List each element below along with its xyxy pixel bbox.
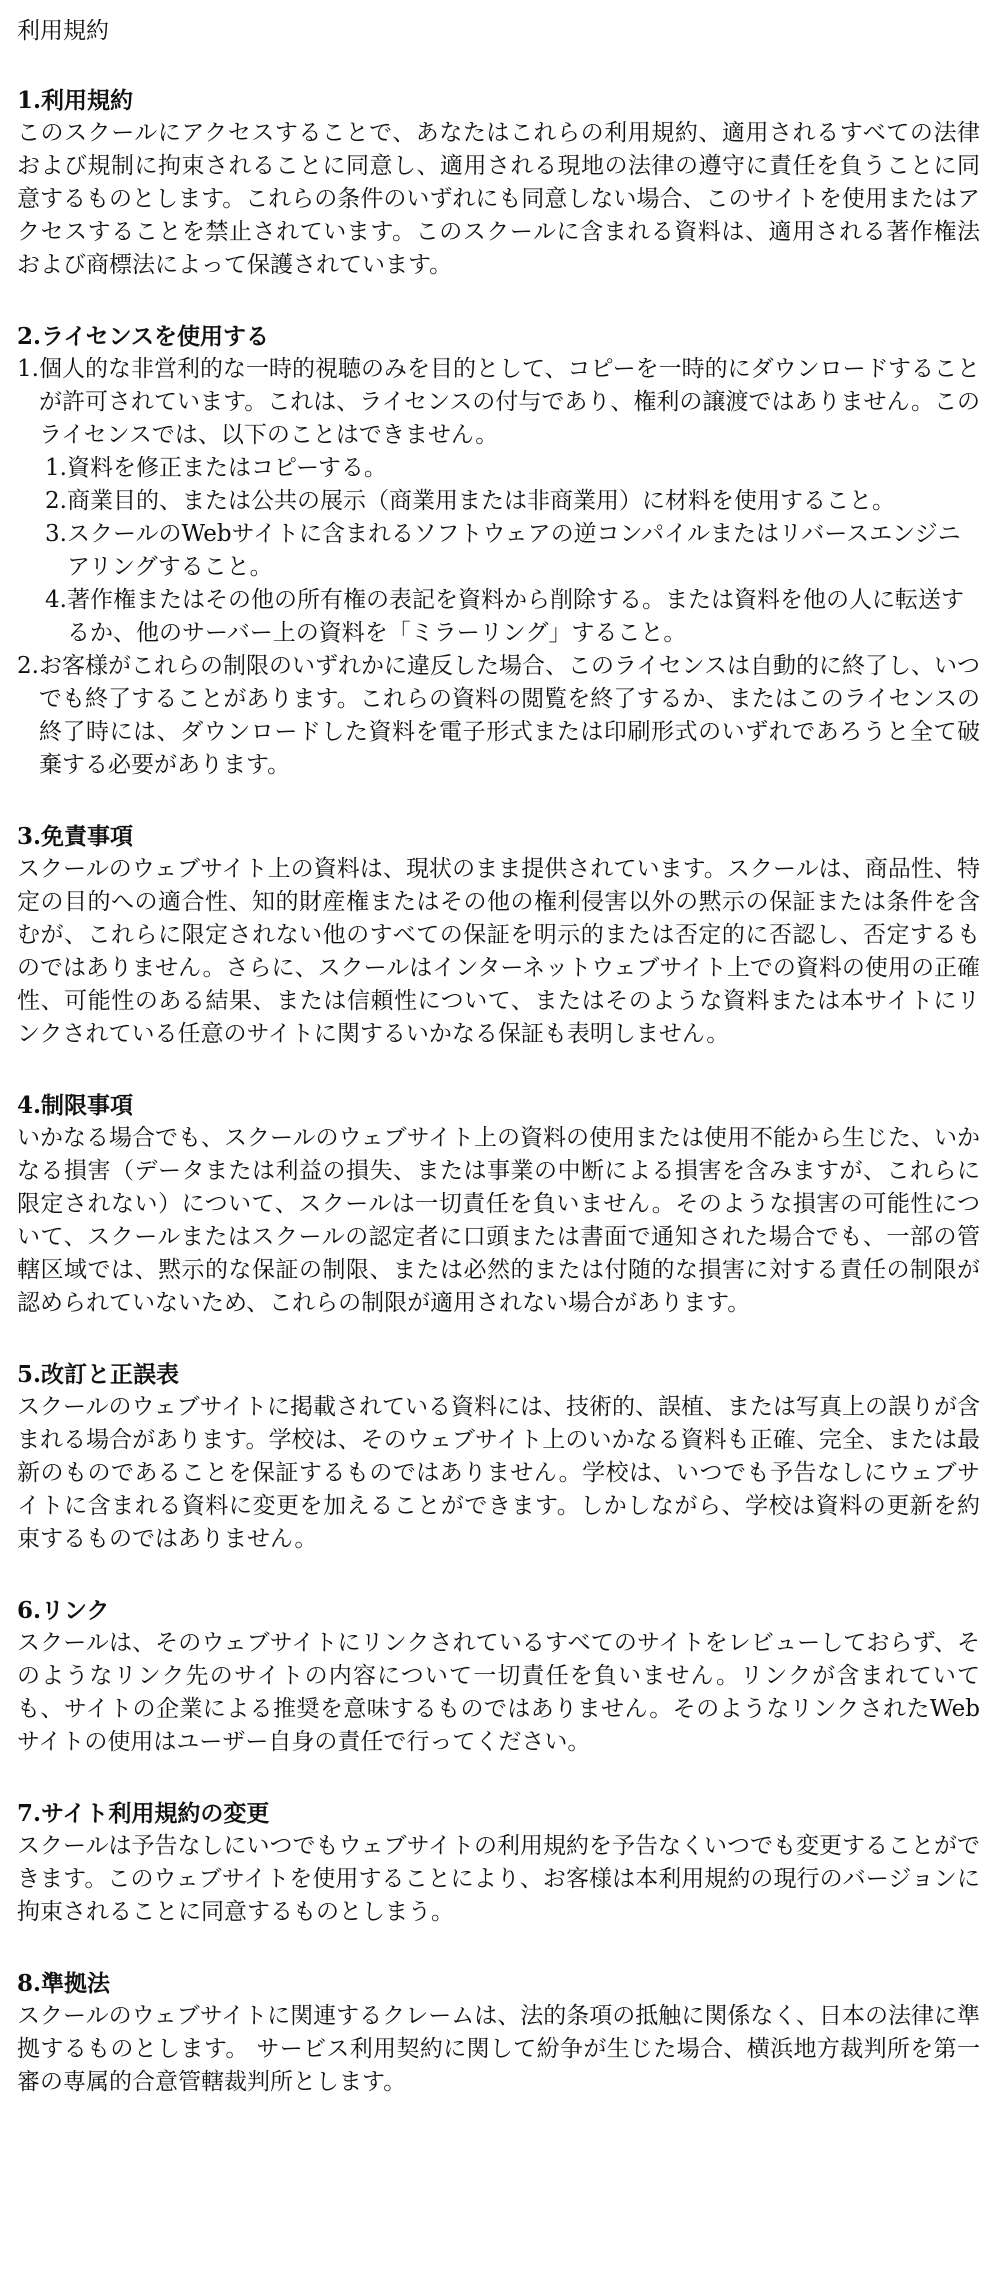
license-item-number: 1. — [17, 356, 39, 382]
license-item-number: 2. — [17, 653, 39, 679]
section-body: スクールは予告なしにいつでもウェブサイトの利用規約を予告なくいつでも変更することができます。このウェブサイトを使用することにより、お客様は本利用規約の現行のバージョンに拘束されることに同意するものとしまう。 — [17, 1833, 981, 1925]
restriction-item-text: 商業目的、または公共の展示（商業用または非商業用）に材料を使用すること。 — [66, 488, 895, 514]
section-revisions-errata — [17, 1358, 980, 1556]
restriction-item-text: スクールのWebサイトに含まれるソフトウェアの逆コンパイルまたはリバースエンジニアリングすること。 — [66, 521, 961, 580]
restriction-item — [45, 584, 980, 650]
section-body: スクールのウェブサイトに関連するクレームは、法的条項の抵触に関係なく、日本の法律に準拠するものとします。 サービス利用契約に関して紛争が生じた場合、横浜地方裁判所を第一審の専属的合意管轄裁判所とします。 — [17, 2003, 980, 2095]
section-heading: 5.改訂と正誤表 — [17, 1361, 180, 1388]
section-governing-law — [17, 1967, 980, 2099]
restriction-item — [45, 485, 980, 518]
license-item-text: お客様がこれらの制限のいずれかに違反した場合、このライセンスは自動的に終了し、いつでも終了することがあります。これらの資料の閲覧を終了するか、またはこのライセンスの終了時には、ダウンロードした資料を電子形式または印刷形式のいずれであろうと全て破棄する必要があります。 — [38, 653, 980, 778]
restriction-item-number: 1. — [45, 455, 67, 481]
restriction-item-number: 3. — [45, 521, 67, 547]
section-heading: 1.利用規約 — [17, 87, 134, 114]
restriction-item-text: 資料を修正またはコピーする。 — [66, 455, 387, 481]
section-limitations — [17, 1089, 980, 1320]
restriction-item-number: 4. — [45, 587, 67, 613]
section-heading: 2.ライセンスを使用する — [17, 323, 269, 350]
restriction-item-number: 2. — [45, 488, 67, 514]
section-disclaimer — [17, 820, 980, 1051]
section-terms-of-use — [17, 84, 980, 282]
section-heading: 3.免責事項 — [17, 823, 134, 850]
license-item — [17, 650, 980, 782]
section-terms-modifications — [17, 1797, 980, 1929]
section-heading: 4.制限事項 — [17, 1092, 134, 1119]
restriction-item-text: 著作権またはその他の所有権の表記を資料から削除する。または資料を他の人に転送するか、他のサーバー上の資料を「ミラーリング」すること。 — [66, 587, 964, 646]
restriction-list — [17, 452, 980, 650]
restriction-item — [45, 452, 980, 485]
restriction-item — [45, 518, 980, 584]
section-heading: 7.サイト利用規約の変更 — [17, 1800, 270, 1827]
section-heading: 8.準拠法 — [17, 1970, 111, 1997]
license-item-text: 個人的な非営利的な一時的視聴のみを目的として、コピーを一時的にダウンロードすることが許可されています。これは、ライセンスの付与であり、権利の譲渡ではありません。このライセンスでは、以下のことはできません。 — [38, 356, 980, 448]
section-body: いかなる場合でも、スクールのウェブサイト上の資料の使用または使用不能から生じた、いかなる損害（データまたは利益の損失、または事業の中断による損害を含みますが、これらに限定されない）について、スクールは一切責任を負いません。そのような損害の可能性について、スクールまたはスクールの認定者に口頭または書面で通知された場合でも、一部の管轄区域では、黙示的な保証の制限、または必然的または付随的な損害に対する責任の制限が認められていないため、これらの制限が適用されない場合があります。 — [17, 1125, 981, 1316]
license-item — [17, 353, 980, 452]
section-license — [17, 320, 980, 782]
section-body: スクールは、そのウェブサイトにリンクされているすべてのサイトをレビューしておらず、そのようなリンク先のサイトの内容について一切責任を負いません。リンクが含まれていても、サイトの企業による推奨を意味するものではありません。そのようなリンクされたWebサイトの使用はユーザー自身の責任で行ってください。 — [17, 1630, 980, 1755]
section-body: スクールのウェブサイトに掲載されている資料には、技術的、誤植、または写真上の誤りが含まれる場合があります。学校は、そのウェブサイト上のいかなる資料も正確、完全、または最新のものであることを保証するものではありません。学校は、いつでも予告なしにウェブサイトに含まれる資料に変更を加えることができます。しかしながら、学校は資料の更新を約束するものではありません。 — [17, 1394, 981, 1552]
section-body: スクールのウェブサイト上の資料は、現状のまま提供されています。スクールは、商品性、特定の目的への適合性、知的財産権またはその他の権利侵害以外の黙示の保証または条件を含むが、これらに限定されない他のすべての保証を明示的または否定的に否認し、否定するものではありません。さらに、スクールはインターネットウェブサイト上での資料の使用の正確性、可能性のある結果、または信頼性について、またはそのような資料または本サイトにリンクされている任意のサイトに関するいかなる保証も表明しません。 — [17, 856, 980, 1047]
section-links — [17, 1594, 980, 1759]
section-heading: 6.リンク — [17, 1597, 110, 1624]
page-title: 利用規約 — [17, 18, 109, 44]
section-body: このスクールにアクセスすることで、あなたはこれらの利用規約、適用されるすべての法律および規制に拘束されることに同意し、適用される現地の法律の遵守に責任を負うことに同意するものとします。これらの条件のいずれにも同意しない場合、このサイトを使用またはアクセスすることを禁止されています。このスクールに含まれる資料は、適用される著作権法および商標法によって保護されています。 — [17, 120, 980, 278]
